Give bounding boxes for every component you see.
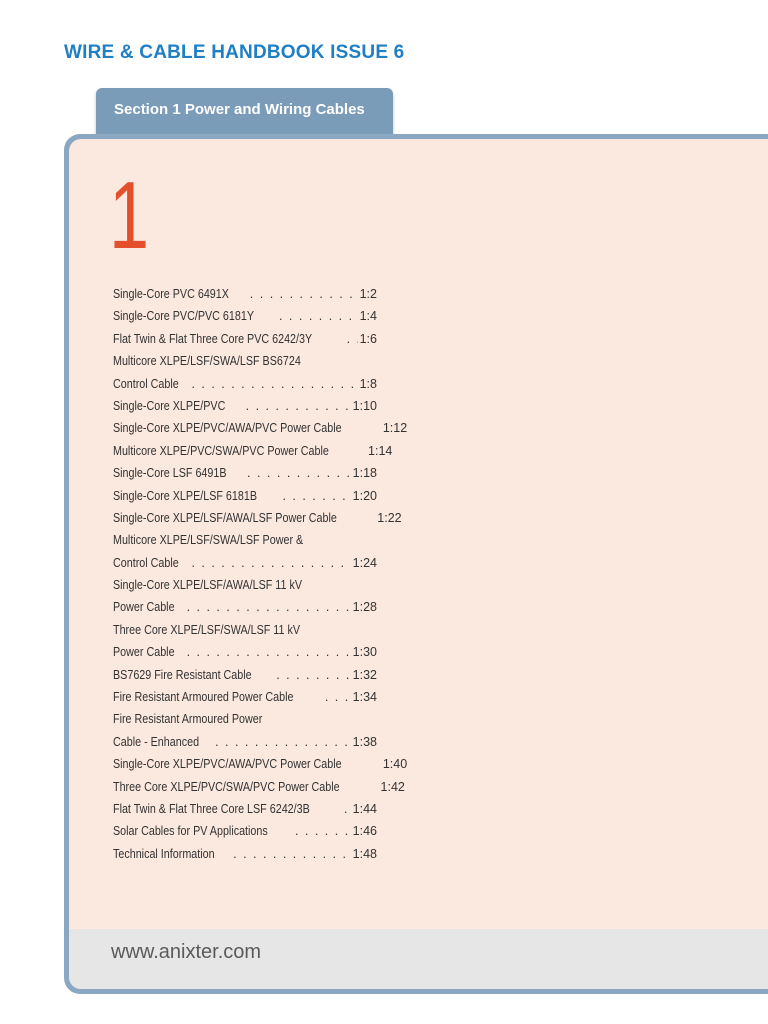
toc-entry[interactable]: [113, 798, 377, 820]
toc-page-number: 1:18: [352, 466, 377, 481]
toc-page-number: 1:24: [352, 555, 377, 570]
toc-line: [113, 619, 377, 641]
toc-entry-title: Single-Core LSF 6491B: [113, 466, 227, 481]
dot-leader: [191, 552, 350, 574]
toc-entry-title: Single-Core XLPE/LSF/AWA/LSF Power Cable: [113, 510, 337, 525]
toc-entry-title: Three Core XLPE/PVC/SWA/PVC Power Cable: [113, 779, 340, 794]
toc-page-number: 1:14: [368, 443, 393, 458]
toc-line: [113, 686, 377, 708]
dot-leader: [215, 731, 351, 753]
toc-line: [113, 529, 377, 551]
toc-line: [113, 664, 377, 686]
toc-entry[interactable]: [113, 843, 377, 865]
toc-line: [113, 708, 377, 730]
toc-entry-title: Technical Information: [113, 846, 215, 861]
toc-line: [113, 305, 377, 327]
toc-entry-title: Single-Core XLPE/PVC/AWA/PVC Power Cable: [113, 421, 342, 436]
section-panel-frame: [64, 134, 768, 994]
toc-entry-title: Multicore XLPE/LSF/SWA/LSF BS6724: [113, 354, 301, 369]
toc-line: [113, 731, 377, 753]
dot-leader: [344, 798, 351, 820]
dot-leader: [191, 373, 357, 395]
toc-line: [113, 641, 377, 663]
toc-page-number: 1:6: [359, 331, 377, 346]
toc-entry-title: Control Cable: [113, 376, 179, 391]
dot-leader: [347, 328, 358, 350]
section-panel: [69, 139, 768, 989]
toc-page-number: 1:34: [352, 690, 377, 705]
toc-entry-title: Multicore XLPE/PVC/SWA/PVC Power Cable: [113, 443, 329, 458]
toc-entry[interactable]: [113, 328, 377, 350]
toc-line: [113, 283, 377, 305]
toc-line: [113, 843, 377, 865]
toc-line: [113, 798, 377, 820]
toc-page-number: 1:42: [380, 779, 405, 794]
toc-line: [113, 753, 408, 775]
toc-entry-title: Flat Twin & Flat Three Core LSF 6242/3B: [113, 801, 310, 816]
toc-line: [113, 552, 377, 574]
toc-entry-title: Single-Core XLPE/LSF 6181B: [113, 488, 258, 503]
toc-entry-title: Multicore XLPE/LSF/SWA/LSF Power &: [113, 533, 304, 548]
footer-url[interactable]: www.anixter.com: [111, 941, 262, 963]
toc-entry[interactable]: [113, 350, 377, 395]
toc-entry-title: Single-Core XLPE/PVC/AWA/PVC Power Cable: [113, 757, 342, 772]
toc-page-number: 1:8: [359, 376, 377, 391]
toc-entry[interactable]: [113, 708, 377, 753]
toc-entry-title: Fire Resistant Armoured Power: [113, 712, 263, 727]
toc-line: [113, 776, 405, 798]
toc-page-number: 1:48: [352, 846, 377, 861]
toc-entry[interactable]: [113, 574, 377, 619]
section-number: 1: [109, 162, 150, 269]
toc-line: [113, 462, 377, 484]
toc-entry-title: Fire Resistant Armoured Power Cable: [113, 690, 294, 705]
dot-leader: [276, 664, 350, 686]
toc-page-number: 1:2: [359, 287, 377, 301]
dot-leader: [250, 283, 358, 305]
dot-leader: [279, 305, 358, 327]
toc-line: [113, 395, 377, 417]
toc-entry[interactable]: [113, 395, 377, 417]
toc-entry[interactable]: [113, 664, 377, 686]
toc-page-number: 1:28: [352, 600, 377, 615]
section-tab: [96, 88, 393, 138]
toc-page-number: 1:30: [352, 645, 377, 660]
toc-entry[interactable]: [113, 462, 377, 484]
toc-page-number: 1:20: [352, 488, 377, 503]
dot-leader: [325, 686, 351, 708]
toc-entry-title: Solar Cables for PV Applications: [113, 824, 268, 839]
toc-line: [113, 417, 408, 439]
toc-entry-title: Control Cable: [113, 555, 179, 570]
handbook-title: WIRE & CABLE HANDBOOK ISSUE 6: [64, 42, 405, 63]
toc-entry-title: Power Cable: [113, 645, 175, 660]
toc-line: [113, 574, 377, 596]
toc-page-number: 1:10: [352, 398, 377, 413]
toc-entry[interactable]: [113, 507, 402, 529]
toc-entry[interactable]: [113, 305, 377, 327]
table-of-contents: [113, 283, 408, 865]
toc-page-number: 1:46: [352, 824, 377, 839]
toc-entry[interactable]: [113, 619, 377, 664]
toc-entry[interactable]: [113, 776, 405, 798]
toc-entry[interactable]: [113, 283, 377, 305]
toc-entry-title: Single-Core PVC/PVC 6181Y: [113, 309, 255, 324]
toc-entry[interactable]: [113, 417, 408, 439]
toc-entry-title: BS7629 Fire Resistant Cable: [113, 667, 252, 682]
toc-page-number: 1:44: [352, 801, 377, 816]
dot-leader: [187, 641, 351, 663]
toc-line: [113, 596, 377, 618]
toc-line: [113, 485, 377, 507]
toc-entry-title: Single-Core XLPE/PVC: [113, 398, 226, 413]
toc-line: [113, 820, 377, 842]
footer-band: [69, 929, 768, 989]
toc-entry[interactable]: [113, 820, 377, 842]
toc-entry[interactable]: [113, 485, 377, 507]
dot-leader: [233, 843, 351, 865]
toc-line: [113, 350, 377, 372]
dot-leader: [246, 395, 351, 417]
toc-line: [113, 373, 377, 395]
toc-page-number: 1:32: [352, 667, 377, 682]
toc-entry-title: Three Core XLPE/LSF/SWA/LSF 11 kV: [113, 622, 301, 637]
toc-entry[interactable]: [113, 440, 393, 462]
dot-leader: [295, 820, 351, 842]
section-tab-label: Section 1 Power and Wiring Cables: [114, 101, 365, 118]
toc-page-number: 1:4: [359, 309, 377, 324]
toc-line: [113, 440, 393, 462]
toc-entry-title: Power Cable: [113, 600, 175, 615]
toc-entry-title: Cable - Enhanced: [113, 734, 200, 749]
toc-page-number: 1:12: [382, 421, 408, 436]
toc-entry-title: Flat Twin & Flat Three Core PVC 6242/3Y: [113, 331, 313, 346]
toc-line: [113, 328, 377, 350]
toc-page-number: 1:38: [352, 734, 377, 749]
toc-entry[interactable]: [113, 529, 377, 574]
toc-entry-title: Single-Core XLPE/LSF/AWA/LSF 11 kV: [113, 578, 302, 593]
toc-line: [113, 507, 402, 529]
dot-leader: [282, 485, 350, 507]
dot-leader: [187, 596, 351, 618]
toc-entry-title: Single-Core PVC 6491X: [113, 287, 229, 301]
toc-entry[interactable]: [113, 686, 377, 708]
toc-entry[interactable]: [113, 753, 408, 775]
toc-page-number: 1:22: [377, 510, 402, 525]
toc-page-number: 1:40: [382, 757, 408, 772]
dot-leader: [247, 462, 351, 484]
